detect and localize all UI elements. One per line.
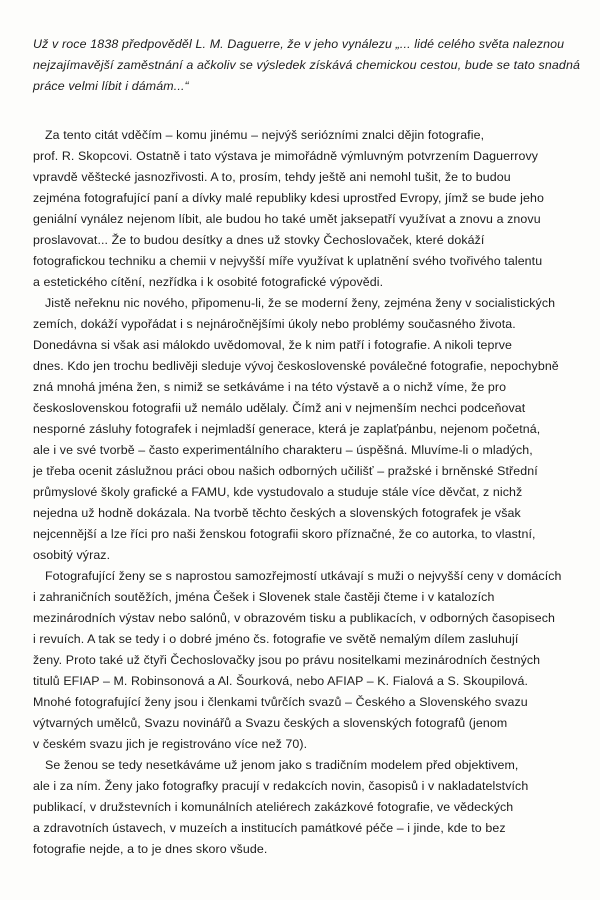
paragraph-3 — [33, 566, 578, 755]
text-line: zná mnohá jména žen, s nimiž se setkáváme i na této výstavě a o nichž víme, že pro — [33, 380, 507, 394]
text-line: vpravdě věštecké jasnozřivosti. A to, prosím, tehdy ještě ani nemohl tušit, že to budou — [33, 170, 511, 184]
text-line: dnes. Kdo jen trochu bedlivěji sleduje vývoj československé poválečné fotografie, nepochybně — [33, 359, 559, 373]
text-line: v českém svazu jich je registrováno více než 70). — [33, 737, 308, 751]
paragraph-1 — [33, 125, 578, 293]
text-line: československou fotografii už nemálo udělaly. Čímž ani v nejmenším nechci podceňovat — [33, 401, 526, 415]
text-line: výtvarných umělců, Svazu novinářů a Svazu českých a slovenských fotografů (jenom — [33, 716, 508, 730]
text-line: fotografie nejde, a to je dnes skoro všude. — [33, 842, 268, 856]
text-line: i zahraničních soutěžích, jména Češek i Slovenek stale častěji čteme i v katalozích — [33, 590, 495, 604]
text-line: průmyslové školy grafické a FAMU, kde vystudovalo a studuje stále více děvčat, z nichž — [33, 485, 523, 499]
quote-line: práce velmi líbit i dámám...“ — [33, 79, 189, 93]
paragraph-2 — [33, 293, 578, 566]
text-line: Donedávna si však asi málokdo uvědomoval, že k nim patří i fotografie. A nikoli teprve — [33, 338, 512, 352]
text-line: ale i ve své tvorbě – často experimentálního charakteru – úspěšná. Mluvíme-li o mladých, — [33, 443, 533, 457]
text-line: osobitý výraz. — [33, 548, 111, 562]
text-line: geniální vynález nejenom líbit, ale budou ho také umět jaksepatří využívat a znovu a znovu — [33, 212, 541, 226]
text-line: proslavovat... Že to budou desítky a dnes už stovky Čechoslovaček, které dokáží — [33, 233, 485, 247]
text-line: fotografickou techniku a chemii v nejvyšší míře využívat k uplatnění svého tvořivého talentu — [33, 254, 543, 268]
text-line: Jistě neřeknu nic nového, připomenu-li, že se moderní ženy, zejména ženy v socialistických — [45, 296, 556, 310]
epigraph-quote — [33, 34, 581, 97]
text-line: Se ženou se tedy nesetkáváme už jenom jako s tradičním modelem před objektivem, — [45, 758, 519, 772]
text-line: nesporné zásluhy fotografek i nejmladší generace, která je zaplaťpánbu, nejenom početná, — [33, 422, 541, 436]
quote-line: nejzajímavější zaměstnání a ačkoliv se výsledek získává chemickou cestou, bude se tato snadná — [33, 58, 581, 72]
text-line: i revuích. A tak se tedy i o dobré jméno čs. fotografie ve světě nemalým dílem zasluhují — [33, 632, 519, 646]
text-line: je třeba ocenit záslužnou práci obou našich odborných učilišť – pražské i brněnské Střední — [33, 464, 538, 478]
text-line: nejcennější a lze říci pro naši ženskou fotografii skoro příznačné, že co autorka, to vlastní, — [33, 527, 536, 541]
text-line: titulů EFIAP – M. Robinsonová a Al. Šourková, nebo AFIAP – K. Fialová a S. Skoupilová. — [33, 674, 529, 688]
text-line: zemích, dokáží vypořádat i s nejnáročnějšími úkoly nebo problémy současného života. — [33, 317, 516, 331]
text-line: nejedna už hodně dokázala. Na tvorbě těchto českých a slovenských fotografek je však — [33, 506, 521, 520]
text-line: ale i za ním. Ženy jako fotografky pracují v redakcích novin, časopisů i v nakladatelstvích — [33, 779, 529, 793]
text-line: a estetického cítění, nezřídka i k osobité fotografické výpovědi. — [33, 275, 384, 289]
text-line: Mnohé fotografující ženy jsou i členkami tvůrčích svazů – Českého a Slovenského svazu — [33, 695, 528, 709]
text-line: a zdravotních ústavech, v muzeích a institucích památkové péče – i jinde, kde to bez — [33, 821, 506, 835]
text-line: mezinárodních výstav nebo salónů, v obrazovém tisku a publikacích, v odborných časopisech — [33, 611, 556, 625]
text-line: Za tento citát vděčím – komu jinému – nejvýš seriózními znalci dějin fotografie, — [45, 128, 485, 142]
text-line: prof. R. Skopcovi. Ostatně i tato výstava je mimořádně výmluvným potvrzením Daguerrovy — [33, 149, 539, 163]
text-line: ženy. Proto také už čtyři Čechoslovačky jsou po právu nositelkami mezinárodních čestných — [33, 653, 541, 667]
text-line: Fotografující ženy se s naprostou samozřejmostí utkávají s muži o nejvyšší ceny v domácích — [45, 569, 562, 583]
text-line: publikací, v družstevních i komunálních ateliérech zakázkové fotografie, ve vědeckých — [33, 800, 514, 814]
body-text — [33, 125, 578, 860]
paragraph-4 — [33, 755, 578, 860]
quote-line: Už v roce 1838 předpověděl L. M. Daguerre, že v jeho vynálezu „... lidé celého světa naleznou — [33, 37, 565, 51]
text-line: zejména fotografující paní a dívky malé republiky kdesi uprostřed Evropy, jímž se bude jeho — [33, 191, 544, 205]
